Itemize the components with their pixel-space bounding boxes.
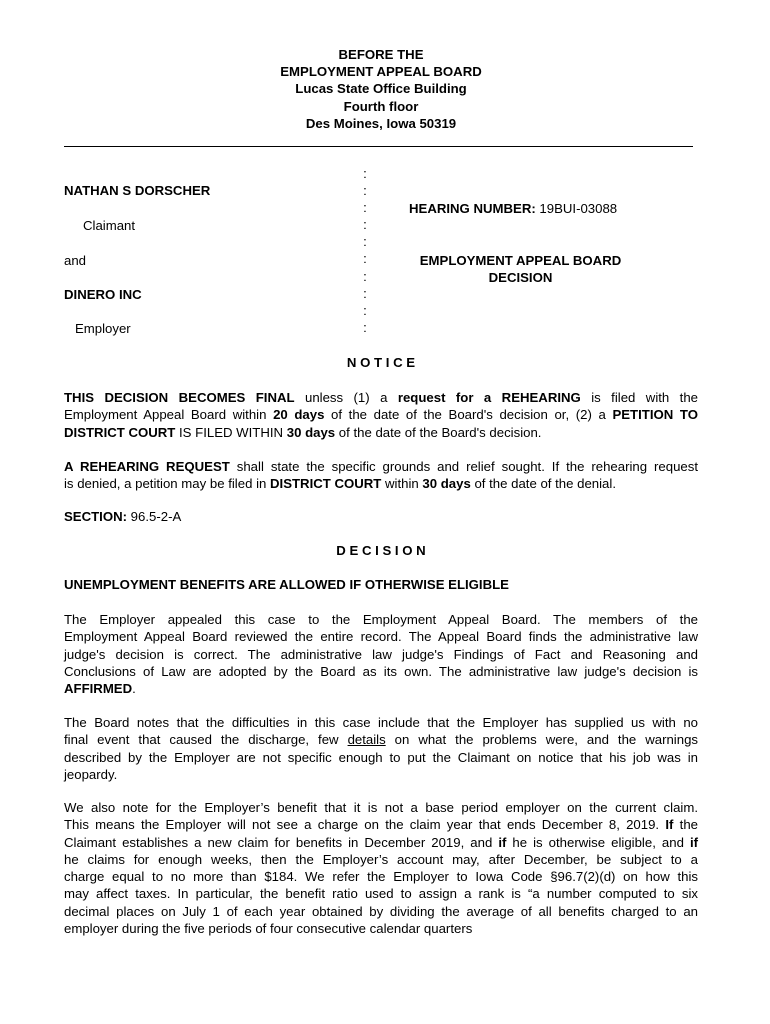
hearing-number-label: HEARING NUMBER: [409,201,536,216]
notice-heading: N O T I C E [346,355,416,370]
text-run: of the date of the denial. [470,476,616,492]
text-run: of the date of the Board's decision. [335,424,542,440]
text-run: This means the Employer will not see a charge on the claim year that ends December 8, 2019. [64,817,666,833]
colon: : [363,251,367,267]
text-run: the [673,817,698,833]
paragraph-line: decimal places on July 1 of each year obtained by dividing the average of all benefits charged to an [64,903,698,919]
header-line-1: BEFORE THE [338,47,424,62]
paragraph-line [64,816,698,833]
claimant-name: NATHAN S DORSCHER [64,183,211,198]
text-run: IS FILED WITHIN [175,424,287,440]
text-run: he is otherwise eligible, and [506,834,690,850]
text-run: unless (1) a [294,390,398,405]
paragraph-line: charge equal to no more than $184. We refer the Employer to Iowa Code §96.7(2)(d) on how this [64,869,698,885]
hearing-number-value: 19BUI-03088 [539,201,618,216]
bold-phrase: DISTRICT COURT [64,424,176,440]
text-run: . [132,681,136,697]
paragraph-line [64,834,698,851]
paragraph-line [64,406,698,423]
paragraph-line: employer during the five periods of four consecutive calendar quarters [64,921,473,937]
colon: : [363,285,367,301]
notice-paragraph-1 [64,389,698,441]
employer-role: Employer [75,321,131,336]
bold-phrase: if [689,834,698,850]
header-divider [64,146,693,147]
decision-title-line-1: EMPLOYMENT APPEAL BOARD [419,253,622,268]
hearing-number-line [409,201,617,216]
paragraph-line: Conclusions of Law are adopted by the Board as its own. The administrative law judge's decision is [64,663,698,679]
text-run: is denied, a petition may be filed in [64,476,270,492]
colon: : [363,268,367,284]
section-line [64,509,181,524]
text-run: within [381,476,423,492]
bold-phrase: 30 days [286,424,336,440]
paragraph-line: The Board notes that the difficulties in this case include that the Employer has supplied us with no [64,715,698,730]
bold-phrase: THIS DECISION BECOMES FINAL [64,390,295,405]
bold-phrase: 20 days [273,407,325,423]
paragraph-line: judge's decision is correct. The administrative law judge's Findings of Fact and Reasoning and [64,646,698,662]
colon: : [363,217,367,233]
paragraph-line [64,680,698,697]
paragraph-line [64,424,698,441]
text-run: of the date of the Board's decision or, (2) a [324,407,613,423]
decision-paragraph-1 [64,611,698,697]
employer-name: DINERO INC [64,287,142,302]
notice-paragraph-2 [64,458,698,493]
paragraph-line: may affect taxes. In particular, the benefit ratio used to assign a rank is “a number computed to six [64,886,698,902]
paragraph-line [64,731,698,748]
bold-phrase: if [498,834,507,850]
bold-phrase: DISTRICT COURT [270,476,382,492]
paragraph-line: described by the Employer are not specific enough to put the Claimant on notice that his job was in [64,749,698,765]
claimant-role: Claimant [83,218,136,233]
colon: : [363,166,367,181]
decision-heading: D E C I S I O N [336,543,426,558]
colon: : [363,319,367,335]
header-line-2: EMPLOYMENT APPEAL BOARD [280,64,482,80]
bold-phrase: A REHEARING REQUEST [64,459,230,474]
text-run: shall state the specific grounds and relief sought. If the rehearing request [229,459,698,474]
text-run: Claimant establishes a new claim for benefits in December 2019, and [64,834,499,850]
paragraph-line: he claims for enough weeks, then the Employer’s account may, after December, be subject to a [64,851,698,867]
header-line-4: Fourth floor [343,98,419,114]
text-run: final event that caused the discharge, few [64,732,348,748]
bold-phrase: PETITION TO [612,407,698,423]
header-line-3: Lucas State Office Building [295,81,467,97]
paragraph-line: Employment Appeal Board reviewed the entire record. The Appeal Board finds the administrative law [64,629,698,645]
header-line-5: Des Moines, Iowa 50319 [305,115,457,131]
section-label: SECTION: [64,509,128,524]
agency-header [64,46,698,132]
decision-paragraph-2 [64,714,698,783]
bold-phrase: request for a REHEARING [397,390,581,405]
decision-title [380,252,661,286]
text-run: Employment Appeal Board within [64,407,274,423]
bold-phrase: If [665,817,674,833]
paragraph-line [64,389,698,406]
colon: : [363,234,367,250]
decision-title-line-2: DECISION [488,270,553,286]
and-text: and [64,253,87,268]
text-run: on what the problems were, and the warnings [385,732,699,748]
text-run: is filed with the [580,390,699,405]
section-value: 96.5-2-A [127,509,182,524]
decision-paragraph-3 [64,799,698,937]
colon: : [363,200,367,216]
paragraph-line [64,458,698,475]
paragraph-line: The Employer appealed this case to the Employment Appeal Board. The members of the [64,612,698,627]
bold-phrase: 30 days [422,476,471,492]
paragraph-line: jeopardy. [64,766,118,782]
paragraph-line [64,475,698,492]
colon: : [363,183,367,199]
decision-subheading: UNEMPLOYMENT BENEFITS ARE ALLOWED IF OTHERWISE ELIGIBLE [64,577,509,592]
affirmed-text: AFFIRMED [64,681,133,697]
colon: : [363,302,367,318]
paragraph-line: We also note for the Employer’s benefit that it is not a base period employer on the current claim. [64,800,698,815]
caption-colon-column [360,165,370,336]
underlined-word: details [347,732,386,748]
